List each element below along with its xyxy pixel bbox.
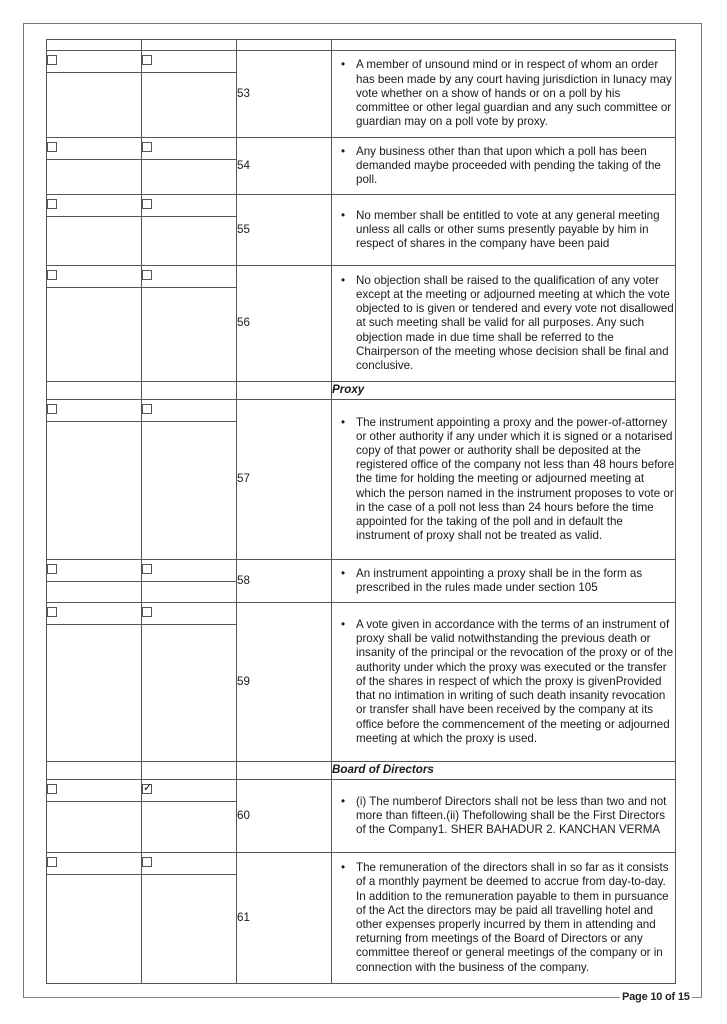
table-header-row	[47, 40, 676, 51]
clause-text: • A vote given in accordance with the terms of an instrument of proxy shall be valid notwithstanding the previous death or insanity of the principal or the revocation of the proxy or of the authority under which the proxy was executed or the transfer of the shares in respect of which the proxy is givenProvided that no intimation in writing of such death insanity revocation or transfer shall have been received by the company at its office before the commencement of the meeting or adjourned meeting at which the proxy is used.	[356, 618, 675, 746]
clause-number: 60	[237, 780, 332, 853]
clause-row	[47, 51, 676, 73]
checkbox-1[interactable]	[47, 857, 57, 867]
articles-table	[46, 39, 676, 984]
checkbox-2[interactable]	[142, 55, 152, 65]
clause-text-cell	[332, 780, 676, 853]
checkbox-cell-1	[47, 400, 142, 422]
clause-text-cell	[332, 603, 676, 762]
clause-number: 61	[237, 853, 332, 984]
checkbox-1[interactable]	[47, 199, 57, 209]
clause-text: • The instrument appointing a proxy and the power-of-attorney or other authority if any under which it is signed or a notarised copy of that power or authority shall be deposited at the registered office of the company not less than 48 hours before the time for holding the meeting or adjourned meeting at which the person named in the instrument proposes to vote or in the case of a poll not less than 24 hours before the time appointed for the taking of the poll and in default the instrument of proxy shall not be treated as valid.	[356, 416, 675, 544]
clause-text-cell	[332, 51, 676, 138]
checkbox-cell-2	[142, 560, 237, 582]
checkbox-cell-1	[47, 138, 142, 160]
clause-text-cell	[332, 400, 676, 560]
checkbox-2[interactable]	[142, 857, 152, 867]
clause-row	[47, 266, 676, 288]
clause-row	[47, 138, 676, 160]
checkbox-cell-1	[47, 603, 142, 625]
checkbox-2[interactable]	[142, 199, 152, 209]
checkbox-1[interactable]	[47, 404, 57, 414]
checkbox-cell-1	[47, 195, 142, 217]
clause-row	[47, 603, 676, 625]
checkbox-1[interactable]	[47, 142, 57, 152]
clause-number: 58	[237, 560, 332, 603]
clause-row	[47, 400, 676, 422]
checkbox-1[interactable]	[47, 55, 57, 65]
section-title: Board of Directors	[332, 762, 676, 780]
clause-text-cell	[332, 138, 676, 195]
clause-text: • Any business other than that upon which a poll has been demanded maybe proceeded with pending the taking of the poll.	[356, 145, 675, 188]
checkbox-cell-1	[47, 266, 142, 288]
checkbox-2[interactable]	[142, 270, 152, 280]
checkbox-1[interactable]	[47, 784, 57, 794]
checkbox-2[interactable]	[142, 607, 152, 617]
checkbox-cell-1	[47, 51, 142, 73]
clause-number: 54	[237, 138, 332, 195]
clause-row	[47, 780, 676, 802]
clause-number: 53	[237, 51, 332, 138]
checkbox-cell-2	[142, 51, 237, 73]
clause-text: • The remuneration of the directors shall in so far as it consists of a monthly payment be deemed to accrue from day-to-day. In addition to the remuneration payable to them in pursuance of the Act the directors may be paid all travelling hotel and other expenses properly incurred by them in attending and returning from meetings of the Board of Directors or any committee thereof or general meetings of the company or in connection with the business of the company.	[356, 861, 675, 975]
checkbox-1[interactable]	[47, 564, 57, 574]
clause-text-cell	[332, 195, 676, 266]
checkbox-2[interactable]	[142, 564, 152, 574]
clause-row	[47, 853, 676, 875]
checkbox-cell-2	[142, 780, 237, 802]
clause-text: • A member of unsound mind or in respect of whom an order has been made by any court having jurisdiction in lunacy may vote whether on a show of hands or on a poll by his committee or other legal guardian and any such committee or guardian may on a poll vote by proxy.	[356, 58, 675, 129]
checkbox-cell-1	[47, 780, 142, 802]
checkbox-cell-2	[142, 266, 237, 288]
checkbox-2[interactable]	[142, 784, 152, 794]
clause-text: • (i) The numberof Directors shall not be less than two and not more than fifteen.(ii) Thefollowing shall be the First Directors of the Company1. SHER BAHADUR 2. KANCHAN VERMA	[356, 795, 675, 838]
checkbox-1[interactable]	[47, 607, 57, 617]
clause-row	[47, 560, 676, 582]
clause-text: • No objection shall be raised to the qualification of any voter except at the meeting or adjourned meeting at which the vote objected to is given or tendered and every vote not disallowed at such meeting shall be valid for all purposes. Any such objection made in due time shall be referred to the Chairperson of the meeting whose decision shall be final and conclusive.	[356, 274, 675, 373]
clause-text-cell	[332, 853, 676, 984]
checkbox-cell-2	[142, 603, 237, 625]
clause-text: • An instrument appointing a proxy shall be in the form as prescribed in the rules made under section 105	[356, 567, 675, 595]
clause-number: 59	[237, 603, 332, 762]
clause-number: 55	[237, 195, 332, 266]
checkbox-2[interactable]	[142, 142, 152, 152]
section-header-row	[47, 382, 676, 400]
checkbox-cell-2	[142, 138, 237, 160]
clause-number: 56	[237, 266, 332, 382]
clause-text-cell	[332, 560, 676, 603]
checkbox-cell-2	[142, 400, 237, 422]
section-header-row	[47, 762, 676, 780]
clause-number: 57	[237, 400, 332, 560]
checkbox-cell-2	[142, 853, 237, 875]
clause-text-cell	[332, 266, 676, 382]
checkbox-2[interactable]	[142, 404, 152, 414]
page-number: Page 10 of 15	[622, 991, 690, 1003]
section-title: Proxy	[332, 382, 676, 400]
clause-row	[47, 195, 676, 217]
clause-text: • No member shall be entitled to vote at any general meeting unless all calls or other sums presently payable by him in respect of shares in the company have been paid	[356, 209, 675, 252]
checkbox-cell-1	[47, 560, 142, 582]
checkbox-cell-1	[47, 853, 142, 875]
checkbox-1[interactable]	[47, 270, 57, 280]
checkbox-cell-2	[142, 195, 237, 217]
